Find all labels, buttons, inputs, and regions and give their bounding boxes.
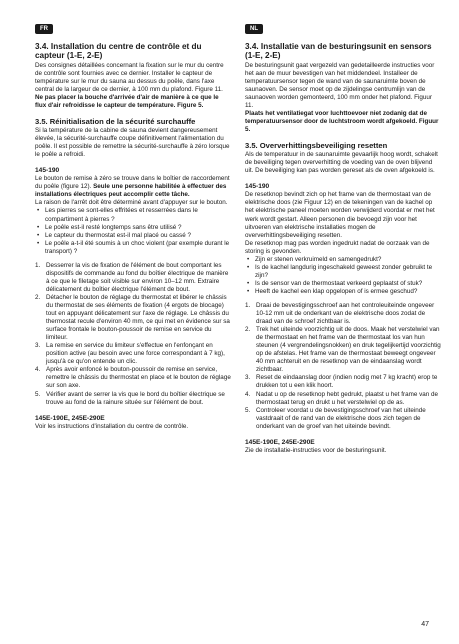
step-text: La remise en service du limiteur s'effectue en l'enfonçant en position active (au besoin avec une force correspondant à 7 kg), jusqu'à ce qu'on entende un clic. — [46, 342, 225, 366]
model-heading: 145E-190E, 245E-290E — [35, 414, 105, 422]
page-number: 47 — [421, 621, 429, 628]
step-item — [35, 293, 231, 342]
model-heading: 145E-190E, 245E-290E — [245, 438, 315, 446]
section-title: 3.5. Réinitialisation de la sécurité surchauffe — [35, 117, 196, 127]
paragraph-bold: Seule une personne habilitée à effectuer des installations électriques peut accomplir cette tâche. — [35, 183, 227, 199]
step-item — [245, 390, 441, 407]
check-list — [35, 207, 231, 255]
step-text: Après avoir enfoncé le bouton-poussoir de remise en service, remettre le châssis du thermostat en place et le bouton de réglage sur son axe. — [46, 366, 231, 390]
paragraph: Des consignes détaillées concernant la fixation sur le mur du centre de contrôle sont fournies avec ce dernier. Installer le capteur de température sur le mur du sauna au dessus du poêle, dans l'axe central de la largeur de ce dernier, à 100 mm du plafond. Figure 11. — [35, 61, 224, 93]
list-item: • Le poêle est-il resté longtemps sans être utilisé ? — [45, 224, 231, 232]
paragraph: Si la température de la cabine de sauna devient dangereusement élevée, la sécurité-surchauffe coupe définitivement l'alimentation du poêle. Il est possible de remettre la sécurité-surchauffe à zéro lorsque le poêle a refroidi. — [35, 127, 230, 159]
step-number: 1. — [245, 301, 251, 309]
paragraph: La raison de l'arrêt doit être déterminé avant d'appuyer sur le bouton. — [35, 199, 228, 207]
lang-tab-fr: FR — [35, 24, 53, 34]
step-number: 3. — [245, 374, 251, 382]
paragraph: De resetknop mag pas worden ingedrukt nadat de oorzaak van de storing is gevonden. — [245, 239, 430, 255]
column-fr — [35, 42, 231, 431]
step-number: 2. — [245, 326, 251, 334]
list-item: • Is de sensor van de thermostaat verkeerd geplaatst of stuk? — [255, 280, 441, 288]
list-item: • Le capteur du thermostat est-il mal placé ou cassé ? — [45, 232, 231, 240]
list-item: • Heeft de kachel een klap opgelopen of is ermee geschud? — [255, 288, 441, 296]
model-heading: 145-190 — [35, 167, 60, 175]
paragraph: De resetknop bevindt zich op het frame van de thermostaat van de elektrische doos (zie Figuur 12) en de tekeningen van de kachel op het elektrische paneel moeten worden verwijderd voordat er met het werk wordt gestart. Alleen personen die bevoegd zijn voor het uitvoeren van elektrische installaties mogen de oververhittingsbeveiliging resetten. — [245, 191, 435, 239]
step-list — [245, 302, 441, 431]
paragraph: Voir les instructions d'installation du centre de contrôle. — [35, 422, 189, 430]
step-text: Controleer voordat u de bevestigingsschroef van het uiteinde vastdraait of de rand van de elektrische doos zich tegen de onderkant van de groef van het uiteinde bevindt. — [256, 406, 426, 430]
paragraph: De besturingsunit gaat vergezeld van gedetailleerde instructies voor het aan de muur bevestigen van het middendeel. Installeer de temperatuursensor tegen de wand van de saunaruimte boven de saunaoven. De sensor moet op de zijdelingse centrumlijn van de saunaoven worden gemonteerd, 100 mm onder het plafond. Figuur 11. — [245, 61, 435, 110]
step-number: 5. — [35, 390, 41, 398]
paragraph: Als de temperatuur in de saunaruimte gevaarlijk hoog wordt, schakelt de beveiliging tegen oververhitting de voeding van de oven blijvend uit. De beveiliging kan pas worden gereset als de oven afgekoeld is. — [245, 151, 438, 175]
paragraph: Zie de installatie-instructies voor de besturingsunit. — [245, 446, 387, 454]
step-item — [245, 406, 441, 431]
model-heading: 145-190 — [245, 183, 270, 191]
step-number: 2. — [35, 293, 41, 301]
step-item — [35, 390, 231, 407]
list-item: • Les pierres se sont-elles effritées et resserrées dans le compartiment à pierres ? — [45, 207, 231, 223]
step-list — [35, 262, 231, 407]
step-text: Vérifier avant de serrer la vis que le bord du boîtier électrique se trouve au fond de la rainure située sur l'élément de bout. — [46, 390, 225, 406]
step-text: Reset de eindaanslag door (indien nodig met 7 kg kracht) erop te drukken tot u een klik hoort. — [256, 374, 438, 390]
check-list — [245, 256, 441, 296]
warning-paragraph: Plaats het ventilatiegat voor luchttoevoer niet zodanig dat de temperatuursensor door de luchtstroom wordt afgekoeld. Figuur 5. — [245, 110, 439, 134]
step-text: Desserrer la vis de fixation de l'élément de bout comportant les dispositifs de commande au fond du boîtier électrique de manière à ce que le filetage soit visible sur environ 10–12 mm. Extraire délicatement du boîtier électrique l'élément de bout. — [46, 261, 229, 293]
step-item — [245, 326, 441, 374]
step-item — [35, 342, 231, 366]
step-text: Nadat u op de resetknop hebt gedrukt, plaatst u het frame van de thermostaat terug en drukt u het verstelwiel op de as. — [256, 390, 439, 406]
step-text: Trek het uiteinde voorzichtig uit de doos. Maak het verstelwiel van de thermostaat en het frame van de thermostaat los van hun steunen (4 vergrendelingsnokken) en druk tegelijkertijd voorzichtig op de afstelas. Het frame van de thermostaat beweegt ongeveer 40 mm achteruit en de resetknop van de eindaanslag wordt zichtbaar. — [256, 326, 441, 374]
step-number: 4. — [245, 390, 251, 398]
paragraph — [35, 175, 231, 199]
step-number: 3. — [35, 342, 41, 350]
paragraph-text: Le bouton de remise à zéro se trouve dans le boîtier de raccordement du poêle (figure 12). — [35, 175, 230, 191]
step-number: 5. — [245, 406, 251, 414]
section-title: 3.4. Installatie van de besturingsunit en sensors (1-E, 2-E) — [245, 42, 432, 61]
step-number: 1. — [35, 261, 41, 269]
list-item: • Is de kachel langdurig ingeschakeld geweest zonder gebruikt te zijn? — [255, 264, 441, 280]
list-item: • Zijn er stenen verkruimeld en samengedrukt? — [255, 256, 441, 264]
warning-paragraph: Ne pas placer la bouche d'arrivée d'air de manière à ce que le flux d'air refroidisse le capteur de température. Figure 5. — [35, 94, 219, 110]
step-text: Détacher le bouton de réglage du thermostat et libérer le châssis du thermostat de ses éléments de fixation (4 ergots de blocage) tout en appuyant délicatement sur l'axe de réglage. Le châssis du thermostat recule d'environ 40 mm, ce qui met en évidence sur sa surface frontale le bouton-poussoir de remise en service du limiteur. — [46, 293, 230, 342]
step-number: 4. — [35, 366, 41, 374]
section-title: 3.4. Installation du centre de contrôle et du capteur (1-E, 2-E) — [35, 42, 202, 61]
lang-tab-nl: NL — [245, 24, 263, 34]
list-item: • Le poêle a-t-il été soumis à un choc violent (par exemple durant le transport) ? — [45, 240, 231, 256]
step-item — [35, 366, 231, 390]
step-item — [245, 301, 441, 326]
section-title: 3.5. Oververhittingsbeveiliging resetten — [245, 141, 388, 151]
step-text: Draai de bevestigingsschroef aan het controleuiteinde ongeveer 10-12 mm uit de onderkant van de elektrische doos zodat de draad van de schroef zichtbaar is. — [256, 301, 435, 326]
column-nl — [245, 42, 441, 455]
step-item — [245, 374, 441, 390]
step-item — [35, 261, 231, 294]
